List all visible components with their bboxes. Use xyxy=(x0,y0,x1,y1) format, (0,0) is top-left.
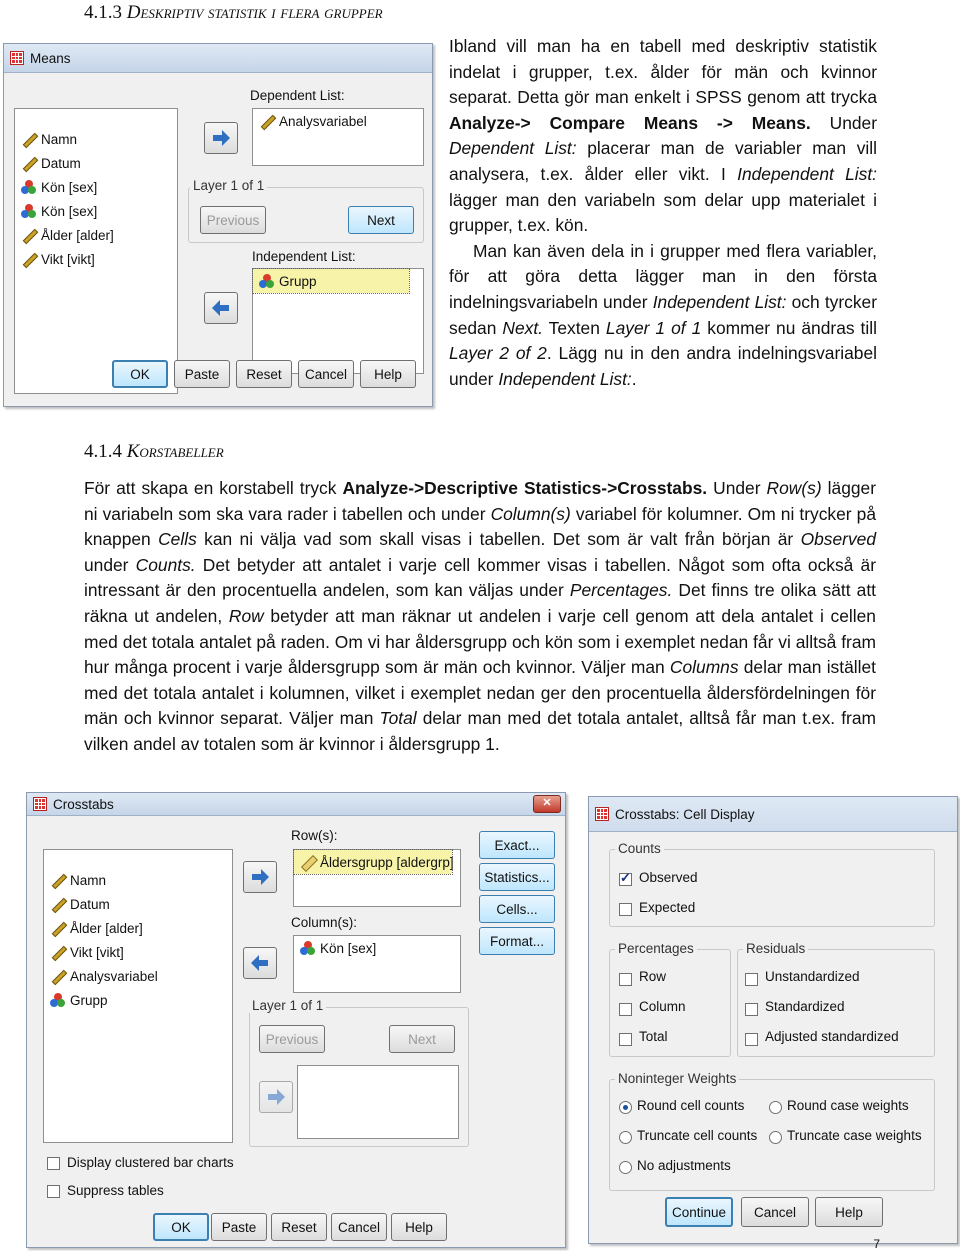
section-heading-4-1-3: 4.1.3 Deskriptiv statistik i flera grupper xyxy=(84,2,383,23)
noninteger-weights-label: Noninteger Weights xyxy=(615,1071,739,1086)
expected-checkbox[interactable] xyxy=(619,903,632,916)
suppress-tables-checkbox[interactable] xyxy=(47,1185,60,1198)
nominal-variable-icon xyxy=(21,179,37,195)
percentages-label: Percentages xyxy=(615,941,697,956)
move-to-rows-button[interactable] xyxy=(243,861,277,893)
means-title: Means xyxy=(30,50,71,66)
display-clustered-checkbox[interactable] xyxy=(47,1157,60,1170)
dependent-item[interactable]: Analysvariabel xyxy=(253,109,423,133)
ordinal-variable-icon xyxy=(300,854,316,870)
rows-item[interactable]: Åldersgrupp [aldergrp] xyxy=(294,850,452,874)
row-label: Row xyxy=(639,969,667,984)
nominal-variable-icon xyxy=(300,940,316,956)
round-cell-counts-label: Round cell counts xyxy=(637,1098,745,1113)
total-label: Total xyxy=(639,1029,668,1044)
spss-app-icon xyxy=(10,51,24,65)
arrow-right-icon xyxy=(250,867,270,887)
unstandardized-label: Unstandardized xyxy=(765,969,860,984)
scale-variable-icon xyxy=(50,872,66,888)
row-checkbox[interactable] xyxy=(619,973,632,986)
help-button[interactable]: Help xyxy=(391,1213,447,1241)
scale-variable-icon xyxy=(21,155,37,171)
means-variable-list[interactable] xyxy=(14,108,178,394)
section-heading-4-1-4: 4.1.4 Korstabeller xyxy=(84,441,224,462)
truncate-case-weights-label: Truncate case weights xyxy=(787,1128,922,1143)
layer-label: Layer 1 of 1 xyxy=(249,998,326,1013)
layer-label: Layer 1 of 1 xyxy=(190,178,267,193)
reset-button[interactable]: Reset xyxy=(271,1213,327,1241)
variable-list-item[interactable]: Datum xyxy=(15,151,177,175)
spss-app-icon xyxy=(595,807,609,821)
dependent-list[interactable] xyxy=(252,108,424,166)
no-adjustments-label: No adjustments xyxy=(637,1158,731,1173)
cancel-button[interactable]: Cancel xyxy=(741,1197,809,1227)
page-number: 7 xyxy=(873,1237,880,1251)
close-icon[interactable]: ✕ xyxy=(533,795,561,813)
dependent-list-label: Dependent List: xyxy=(250,88,345,103)
statistics-button[interactable]: Statistics... xyxy=(479,863,555,891)
reset-button[interactable]: Reset xyxy=(236,360,292,388)
scale-variable-icon xyxy=(21,227,37,243)
scale-variable-icon xyxy=(50,968,66,984)
previous-button[interactable]: Previous xyxy=(259,1025,325,1053)
previous-button[interactable]: Previous xyxy=(200,206,266,234)
no-adjustments-radio[interactable] xyxy=(619,1161,632,1174)
variable-list-item[interactable]: Vikt [vikt] xyxy=(44,940,232,964)
spss-app-icon xyxy=(33,797,47,811)
cells-button[interactable]: Cells... xyxy=(479,895,555,923)
variable-list-item[interactable]: Kön [sex] xyxy=(15,199,177,223)
nominal-variable-icon xyxy=(50,992,66,1008)
cancel-button[interactable]: Cancel xyxy=(331,1213,387,1241)
arrow-right-icon xyxy=(211,128,231,148)
variable-list-item[interactable]: Namn xyxy=(44,868,232,892)
cancel-button[interactable]: Cancel xyxy=(298,360,354,388)
scale-variable-icon xyxy=(50,944,66,960)
variable-list-item[interactable]: Grupp xyxy=(44,988,232,1012)
scale-variable-icon xyxy=(21,251,37,267)
rows-list[interactable] xyxy=(293,849,461,907)
independent-list[interactable] xyxy=(252,268,424,374)
column-checkbox[interactable] xyxy=(619,1003,632,1016)
section-1-text xyxy=(449,34,877,392)
standardized-checkbox[interactable] xyxy=(745,1003,758,1016)
next-button[interactable]: Next xyxy=(389,1025,455,1053)
exact-button[interactable]: Exact... xyxy=(479,831,555,859)
columns-label: Column(s): xyxy=(291,915,358,930)
adjusted-standardized-label: Adjusted standardized xyxy=(765,1029,899,1044)
column-label: Column xyxy=(639,999,686,1014)
move-from-columns-button[interactable] xyxy=(243,947,277,979)
truncate-case-weights-radio[interactable] xyxy=(769,1131,782,1144)
paste-button[interactable]: Paste xyxy=(211,1213,267,1241)
round-case-weights-radio[interactable] xyxy=(769,1101,782,1114)
counts-label: Counts xyxy=(615,841,664,856)
variable-list-item[interactable]: Datum xyxy=(44,892,232,916)
paragraph-1: Ibland vill man ha en tabell med deskriptiv statistik indelat i grupper, t.ex. ålder för män och kvinnor separat. Detta gör man enkelt i SPSS genom att trycka Analyze-> Compare Means -> Means. Under Dependent List: placerar man de variabler man vill analysera, t.ex. ålder eller vikt. I Independent List: lägger man den variabeln som delar upp materialet i grupper, t.ex. kön. xyxy=(449,36,878,236)
nominal-variable-icon xyxy=(259,273,275,289)
independent-item[interactable]: Grupp xyxy=(253,269,409,293)
help-button[interactable]: Help xyxy=(360,360,416,388)
layer-list[interactable] xyxy=(297,1065,459,1139)
counts-group xyxy=(609,849,935,927)
continue-button[interactable]: Continue xyxy=(665,1197,733,1227)
variable-list-item[interactable]: Ålder [alder] xyxy=(44,916,232,940)
paste-button[interactable]: Paste xyxy=(174,360,230,388)
unstandardized-checkbox[interactable] xyxy=(745,973,758,986)
move-from-independent-button[interactable] xyxy=(204,292,238,324)
columns-list[interactable] xyxy=(293,935,461,993)
section-2-text xyxy=(84,476,876,758)
observed-label: Observed xyxy=(639,870,698,885)
round-case-weights-label: Round case weights xyxy=(787,1098,909,1113)
cell-display-title: Crosstabs: Cell Display xyxy=(615,806,755,822)
scale-variable-icon xyxy=(50,896,66,912)
ok-button[interactable]: OK xyxy=(153,1213,209,1241)
scale-variable-icon xyxy=(259,113,275,129)
observed-checkbox[interactable] xyxy=(619,873,632,886)
standardized-label: Standardized xyxy=(765,999,845,1014)
nominal-variable-icon xyxy=(21,203,37,219)
means-titlebar xyxy=(4,44,432,73)
truncate-cell-counts-label: Truncate cell counts xyxy=(637,1128,758,1143)
arrow-right-icon xyxy=(266,1087,286,1107)
format-button[interactable]: Format... xyxy=(479,927,555,955)
suppress-tables-label: Suppress tables xyxy=(67,1183,164,1198)
columns-item[interactable]: Kön [sex] xyxy=(294,936,460,960)
ok-button[interactable]: OK xyxy=(112,360,168,388)
scale-variable-icon xyxy=(50,920,66,936)
variable-list-item[interactable]: Analysvariabel xyxy=(44,964,232,988)
rows-label: Row(s): xyxy=(291,828,338,843)
total-checkbox[interactable] xyxy=(619,1033,632,1046)
next-button[interactable]: Next xyxy=(348,206,414,234)
display-clustered-label: Display clustered bar charts xyxy=(67,1155,234,1170)
cell-display-dialog xyxy=(588,796,958,1244)
variable-list-item[interactable]: Kön [sex] xyxy=(15,175,177,199)
move-to-layer-button[interactable] xyxy=(259,1081,293,1113)
crosstabs-variable-list[interactable] xyxy=(43,849,233,1143)
independent-list-label: Independent List: xyxy=(252,249,356,264)
expected-label: Expected xyxy=(639,900,696,915)
arrow-left-icon xyxy=(211,298,231,318)
residuals-label: Residuals xyxy=(743,941,808,956)
paragraph-2: Man kan även dela in i grupper med flera variabler, för att göra detta lägger man in den första indelningsvariabeln under Independent List: och tyrcker sedan Next. Texten Layer 1 of 1 kommer nu ändras till Layer 2 of 2. Lägg nu in den andra indelningsvariabel under Independent List:. xyxy=(449,240,877,389)
move-to-dependent-button[interactable] xyxy=(204,122,238,154)
crosstabs-titlebar xyxy=(27,793,565,816)
variable-list-item[interactable]: Vikt [vikt] xyxy=(15,247,177,271)
adjusted-standardized-checkbox[interactable] xyxy=(745,1033,758,1046)
truncate-cell-counts-radio[interactable] xyxy=(619,1131,632,1144)
means-dialog xyxy=(3,43,433,407)
variable-list-item[interactable]: Namn xyxy=(15,127,177,151)
paragraph-3: För att skapa en korstabell tryck Analyze->Descriptive Statistics->Crosstabs. Under Row(s) lägger ni variabeln som ska vara rader i tabellen och under Column(s) variabel för kolumner. Om ni trycker på knappen Cells kan ni välja vad som skall visas i tabellen. Det som är valt från början är Observed under Counts. Det betyder att antalet i varje cell kommer visas i tabellen. Något som ofta också är intressant är den procentuella andelen, som kan väljas under Percentages. Det finns tre olika sätt att räkna ut andelen, Row betyder att man räknar ut andelen i varje cell genom att dela antalet i cellen med det totala antalet på raden. Om vi har åldersgrupp och kön som i exemplet nedan får vi alltså fram hur många procent i varje åldersgrupp som är män och kvinnor. Väljer man Columns delar man istället med det totala antalet i kolumnen, vilket i exemplet nedan ger den procentuella åldersfördelningen för män och kvinnor separat. Väljer man Total delar man med det totala antalet, alltså får man t.ex. fram vilken andel av totalen som är kvinnor i åldersgrupp 1. xyxy=(84,478,877,754)
round-cell-counts-radio[interactable] xyxy=(619,1101,632,1114)
cell-display-titlebar xyxy=(589,797,957,832)
scale-variable-icon xyxy=(21,131,37,147)
crosstabs-dialog xyxy=(26,792,566,1248)
help-button[interactable]: Help xyxy=(815,1197,883,1227)
arrow-left-icon xyxy=(250,953,270,973)
crosstabs-title: Crosstabs xyxy=(53,796,114,812)
variable-list-item[interactable]: Ålder [alder] xyxy=(15,223,177,247)
